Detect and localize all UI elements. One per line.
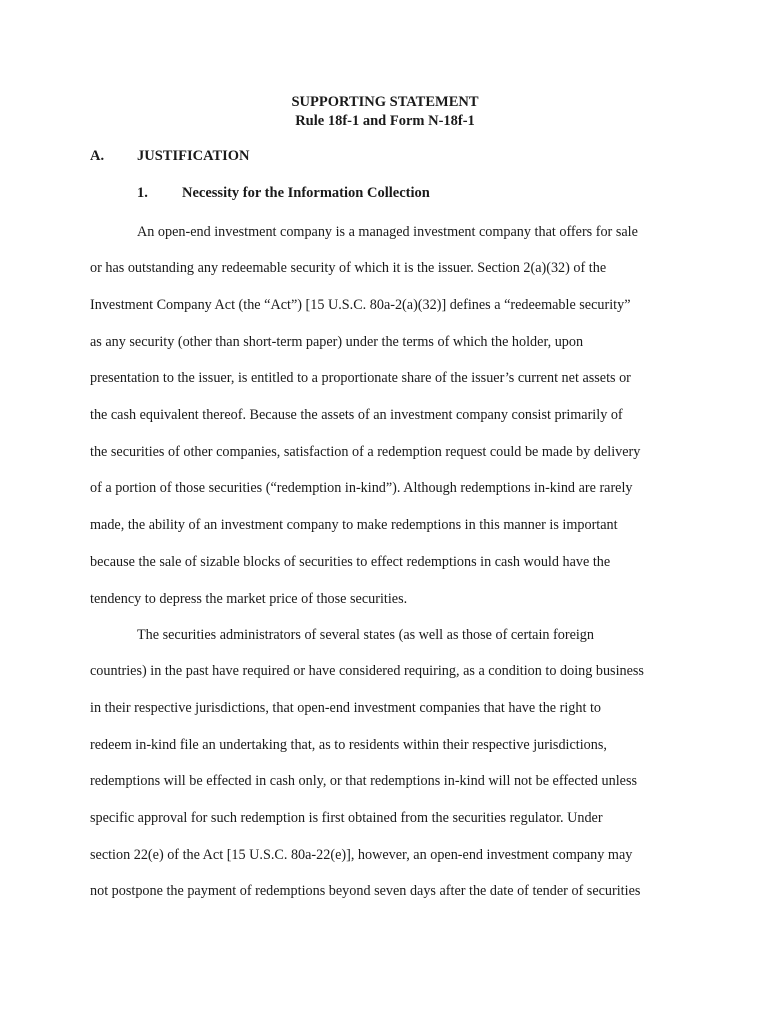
paragraph-1-line: the securities of other companies, satisfaction of a redemption request could be made by delivery [90, 444, 641, 460]
paragraph-1-line: as any security (other than short-term paper) under the terms of which the holder, upon [90, 334, 584, 350]
paragraph-1-line: Investment Company Act (the “Act”) [15 U.S.C. 80a-2(a)(32)] defines a “redeemable security” [90, 297, 631, 313]
paragraph-1-line: of a portion of those securities (“redemption in-kind”). Although redemptions in-kind are rarely [90, 480, 633, 496]
paragraph-2-line: specific approval for such redemption is first obtained from the securities regulator. Under [90, 810, 603, 826]
paragraph-2-line: not postpone the payment of redemptions beyond seven days after the date of tender of securities [90, 883, 641, 899]
subsection-label: Necessity for the Information Collection [182, 185, 430, 201]
title-line-2: Rule 18f-1 and Form N-18f-1 [295, 113, 475, 129]
paragraph-1-line: made, the ability of an investment company to make redemptions in this manner is important [90, 517, 618, 533]
paragraph-2-line: in their respective jurisdictions, that open-end investment companies that have the right to [90, 700, 602, 716]
title-line-1: SUPPORTING STATEMENT [291, 94, 479, 110]
paragraph-2-line: The securities administrators of several states (as well as those of certain foreign [137, 627, 594, 643]
paragraph-2-line: section 22(e) of the Act [15 U.S.C. 80a-22(e)], however, an open-end investment company may [90, 847, 633, 863]
subsection-number: 1. [137, 185, 148, 201]
paragraph-1-line: or has outstanding any redeemable security of which it is the issuer. Section 2(a)(32) of the [90, 260, 607, 276]
paragraph-2-line: redemptions will be effected in cash only, or that redemptions in-kind will not be effected unless [90, 773, 637, 789]
paragraph-1-line: the cash equivalent thereof. Because the assets of an investment company consist primarily of [90, 407, 623, 423]
document-title [0, 93, 770, 131]
paragraph-2-line: redeem in-kind file an undertaking that, as to residents within their respective jurisdictions, [90, 737, 607, 753]
paragraph-1-line: tendency to depress the market price of those securities. [90, 591, 408, 607]
section-label: JUSTIFICATION [137, 148, 250, 164]
paragraph-1-line: because the sale of sizable blocks of securities to effect redemptions in cash would have the [90, 554, 611, 570]
paragraph-1-line: An open-end investment company is a managed investment company that offers for sale [137, 224, 638, 240]
paragraph-2-line: countries) in the past have required or have considered requiring, as a condition to doing business [90, 663, 644, 679]
paragraph-1-line: presentation to the issuer, is entitled to a proportionate share of the issuer’s current net assets or [90, 370, 631, 386]
section-letter: A. [90, 148, 105, 164]
